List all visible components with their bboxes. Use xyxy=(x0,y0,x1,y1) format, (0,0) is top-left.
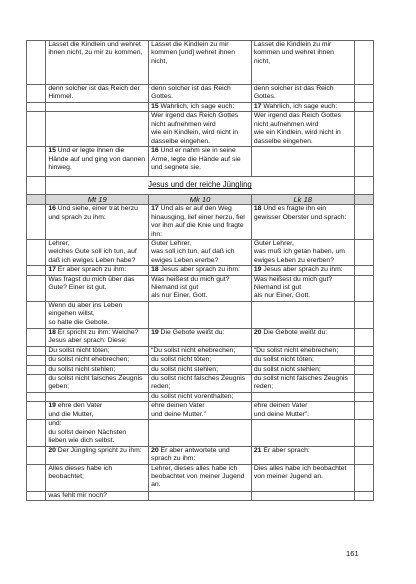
verse-text: Lasset die Kindlein zu mir kommen und wehret ihnen nicht, xyxy=(253,41,334,65)
table-row xyxy=(27,356,374,365)
verse-cell xyxy=(251,346,354,355)
verse-text: Wahrlich, ich sage euch: xyxy=(160,103,235,110)
verse-text: du sollst nicht ehebrechen; xyxy=(48,356,130,364)
verse-text: Wahrlich, ich sage euch: xyxy=(263,103,338,110)
side-cell xyxy=(354,205,373,240)
verse-cell xyxy=(251,375,354,393)
verse-cell xyxy=(149,85,252,103)
verse-cell xyxy=(149,346,252,355)
verse-text: Er aber antwortete und sprach zu ihm: xyxy=(151,446,230,463)
table-row xyxy=(27,346,374,355)
table-row xyxy=(27,375,374,393)
verse-cell xyxy=(46,147,149,177)
table-row xyxy=(27,393,374,402)
parallel-gospel-page xyxy=(26,40,374,501)
verse-text: du sollst nicht töten; xyxy=(253,356,314,364)
column-header: Mt 19 xyxy=(46,194,149,205)
verse-cell xyxy=(149,328,252,346)
table-row xyxy=(27,275,374,301)
verse-text: Er aber sprach zu ihm: xyxy=(57,266,127,274)
verse-cell xyxy=(46,205,149,240)
side-cell xyxy=(27,328,46,346)
side-cell xyxy=(354,491,373,500)
side-cell xyxy=(27,266,46,275)
verse-cell xyxy=(46,446,149,464)
table-row xyxy=(27,85,374,103)
verse-cell xyxy=(149,365,252,374)
table-row xyxy=(27,301,374,328)
side-cell xyxy=(27,420,46,446)
verse-cell xyxy=(251,147,354,177)
verse-cell xyxy=(251,112,354,147)
table-row xyxy=(27,147,374,177)
verse-cell xyxy=(46,301,149,328)
verse-cell xyxy=(251,328,354,346)
verse-cell xyxy=(251,103,354,112)
table-row xyxy=(27,41,374,85)
verse-text: “Du sollst nicht ehebrechen; xyxy=(151,346,236,354)
verse-cell xyxy=(149,112,252,147)
verse-number: 15 xyxy=(151,103,159,110)
verse-text: Wer irgend das Reich Gottes nicht aufnehmen wird wie ein Kindlein, wird nicht in dasselbe eingehen. xyxy=(253,112,342,145)
page-number: 161 xyxy=(346,549,359,558)
verse-text: Die Gebote weißt du: xyxy=(263,328,328,336)
verse-cell xyxy=(149,491,252,500)
table-row xyxy=(27,402,374,420)
verse-cell xyxy=(46,239,149,265)
verse-number: 21 xyxy=(253,446,262,454)
verse-text: was fehlt mir noch? xyxy=(48,491,107,499)
side-cell xyxy=(354,365,373,374)
side-cell xyxy=(354,266,373,275)
side-cell xyxy=(354,194,373,205)
verse-number: 17 xyxy=(151,205,159,213)
column-header: Lk 18 xyxy=(251,194,354,205)
verse-cell xyxy=(149,464,252,491)
verse-text: du sollst nicht stehlen; xyxy=(253,365,321,373)
verse-text: du sollst nicht töten; xyxy=(151,356,212,364)
side-cell xyxy=(354,328,373,346)
verse-cell xyxy=(46,266,149,275)
verse-text: Du sollst nicht töten; xyxy=(48,346,110,354)
verse-number: 20 xyxy=(253,328,262,336)
side-cell xyxy=(27,346,46,355)
side-cell xyxy=(27,41,46,85)
side-cell xyxy=(27,464,46,491)
side-cell xyxy=(354,446,373,464)
verse-text: Er aber sprach: xyxy=(263,446,310,454)
verse-cell xyxy=(251,464,354,491)
verse-number: 17 xyxy=(253,103,262,110)
side-cell xyxy=(354,85,373,103)
verse-number: 16 xyxy=(151,147,159,155)
verse-cell xyxy=(251,301,354,328)
side-cell xyxy=(354,103,373,112)
verse-cell xyxy=(46,328,149,346)
side-cell xyxy=(27,85,46,103)
verse-text: du sollst nicht vorenthalten; xyxy=(151,393,234,400)
verse-cell xyxy=(251,356,354,365)
verse-text: Alles dieses habe ich beobachtet; xyxy=(48,464,113,481)
verse-cell xyxy=(251,85,354,103)
verse-number: 18 xyxy=(151,266,159,274)
verse-cell xyxy=(251,41,354,85)
verse-cell xyxy=(149,239,252,265)
side-cell xyxy=(27,446,46,464)
table-row xyxy=(27,446,374,464)
side-cell xyxy=(27,239,46,265)
verse-cell xyxy=(149,266,252,275)
verse-cell xyxy=(251,275,354,301)
table-row xyxy=(27,491,374,500)
side-cell xyxy=(354,112,373,147)
verse-cell xyxy=(46,491,149,500)
side-cell xyxy=(354,464,373,491)
side-cell xyxy=(354,239,373,265)
side-cell xyxy=(27,365,46,374)
table-row xyxy=(27,205,374,240)
table-body xyxy=(27,41,374,501)
verse-text: Wer irgend das Reich Gottes nicht aufnehmen wird wie ein Kindlein, wird nicht in dasselbe eingehen. xyxy=(151,112,239,145)
table-row xyxy=(27,420,374,446)
verse-text: Was fragst du mich über das Gute? Einer ist gut. xyxy=(48,275,135,291)
verse-cell xyxy=(251,446,354,464)
verse-number: 15 xyxy=(48,147,56,155)
verse-text: Lasset die Kindlein zu mir kommen [und] wehret ihnen nicht, xyxy=(151,41,235,65)
verse-text: Der Jüngling spricht zu ihm: xyxy=(57,446,142,454)
side-cell xyxy=(354,346,373,355)
verse-text: Lasset die Kindlein und wehret ihnen nicht, zu mir zu kommen, xyxy=(48,41,143,57)
verse-text: Guter Lehrer, was soll ich tun, auf daß ich ewiges Leben ererbe? xyxy=(151,239,235,264)
side-cell xyxy=(27,112,46,147)
verse-cell xyxy=(46,356,149,365)
side-cell xyxy=(354,41,373,85)
verse-text: Jesus aber sprach zu ihm: xyxy=(263,266,343,274)
verse-cell xyxy=(149,103,252,112)
verse-cell xyxy=(46,420,149,446)
section-title: Jesus und der reiche Jüngling xyxy=(46,177,354,194)
column-header: Mk 10 xyxy=(149,194,252,205)
verse-cell xyxy=(149,275,252,301)
verse-text: du sollst nicht falsches Zeugnis geben; xyxy=(48,375,143,391)
side-cell xyxy=(27,205,46,240)
verse-cell xyxy=(251,205,354,240)
verse-cell xyxy=(149,375,252,393)
verse-text: Was heißest du mich gut? Niemand ist gut als nur Einer, Gott. xyxy=(253,275,333,300)
verse-cell xyxy=(149,356,252,365)
verse-text: Und als er auf den Weg hinausging, lief einer herzu, fiel vor ihm auf die Knie und fragte ihn: xyxy=(151,205,245,238)
verse-cell xyxy=(251,402,354,420)
table-row xyxy=(27,365,374,374)
verse-cell xyxy=(149,393,252,402)
table-row xyxy=(27,266,374,275)
verse-text: Und er legte ihnen die Hände auf und ging von dannen hinweg. xyxy=(48,147,146,172)
side-cell xyxy=(27,356,46,365)
verse-number: 16 xyxy=(48,205,56,213)
verse-cell xyxy=(46,41,149,85)
verse-text: Lehrer, dieses alles habe ich beobachtet von meiner Jugend an. xyxy=(151,464,245,489)
verse-cell xyxy=(149,205,252,240)
side-cell xyxy=(27,301,46,328)
side-cell xyxy=(354,375,373,393)
verse-cell xyxy=(46,85,149,103)
verse-text: ehre deinen Vater und deine Mutter.” xyxy=(151,402,206,418)
side-cell xyxy=(354,301,373,328)
gospel-synopsis-table xyxy=(26,40,374,501)
verse-cell xyxy=(46,112,149,147)
side-cell xyxy=(354,402,373,420)
verse-text: denn solcher ist das Reich Gottes. xyxy=(151,85,231,101)
verse-cell xyxy=(46,464,149,491)
verse-text: ehre den Vater und die Mutter, xyxy=(48,402,103,418)
side-cell xyxy=(354,177,373,194)
verse-cell xyxy=(149,147,252,177)
side-cell xyxy=(27,375,46,393)
verse-cell xyxy=(149,41,252,85)
verse-cell xyxy=(251,491,354,500)
verse-cell xyxy=(251,239,354,265)
side-cell xyxy=(27,177,46,194)
verse-cell xyxy=(251,365,354,374)
header-row xyxy=(27,194,374,205)
verse-text: Guter Lehrer, was muß ich getan haben, um ewiges Leben zu ererben? xyxy=(253,239,345,264)
table-row xyxy=(27,464,374,491)
side-cell xyxy=(27,103,46,112)
table-row xyxy=(27,328,374,346)
verse-text: denn solcher ist das Reich Gottes. xyxy=(253,85,334,101)
side-cell xyxy=(354,420,373,446)
verse-cell xyxy=(251,266,354,275)
verse-number: 19 xyxy=(253,266,262,274)
verse-cell xyxy=(46,375,149,393)
verse-text: du sollst nicht stehlen; xyxy=(151,365,218,373)
side-cell xyxy=(354,393,373,402)
verse-text: Die Gebote weißt du: xyxy=(160,328,225,336)
side-cell xyxy=(27,275,46,301)
verse-text: du sollst nicht falsches Zeugnis reden; xyxy=(151,375,246,391)
verse-cell xyxy=(251,393,354,402)
verse-number: 19 xyxy=(151,328,159,336)
verse-cell xyxy=(149,446,252,464)
verse-text: Und siehe, einer trat herzu und sprach zu ihm: xyxy=(48,205,138,221)
verse-text: Und er nahm sie in seine Arme, legte die Hände auf sie und segnete sie. xyxy=(151,147,241,172)
side-cell xyxy=(354,356,373,365)
verse-text: Jesus aber sprach zu ihm: xyxy=(160,266,240,274)
verse-text: Und es fragte ihn ein gewisser Oberster und sprach: xyxy=(253,205,347,221)
verse-number: 18 xyxy=(253,205,262,213)
side-cell xyxy=(27,194,46,205)
verse-cell xyxy=(149,402,252,420)
side-cell xyxy=(27,393,46,402)
verse-text: ehre deinen Vater und deine Mutter”. xyxy=(253,402,310,418)
verse-number: 20 xyxy=(48,446,56,454)
side-cell xyxy=(354,275,373,301)
verse-text: Dies alles habe ich beobachtet von meiner Jugend an. xyxy=(253,464,347,481)
side-cell xyxy=(27,147,46,177)
verse-text: denn solcher ist das Reich der Himmel. xyxy=(48,85,140,101)
side-cell xyxy=(354,147,373,177)
verse-cell xyxy=(46,346,149,355)
table-row xyxy=(27,112,374,147)
verse-number: 20 xyxy=(151,446,159,454)
side-cell xyxy=(27,491,46,500)
verse-cell xyxy=(46,393,149,402)
verse-text: Er spricht zu ihm: Welche? Jesus aber sprach: Diese: xyxy=(48,328,139,345)
verse-text: Wenn du aber ins Leben eingehen willst, so halte die Gebote. xyxy=(48,301,123,326)
verse-text: und: du sollst deinen Nächsten lieben wie dich selbst. xyxy=(48,420,127,445)
verse-cell xyxy=(46,365,149,374)
verse-text: Lehrer, welches Gute soll ich tun, auf daß ich ewiges Leben habe? xyxy=(48,239,137,264)
side-cell xyxy=(27,402,46,420)
verse-cell xyxy=(149,301,252,328)
verse-number: 19 xyxy=(48,402,56,410)
verse-cell xyxy=(46,275,149,301)
verse-text: du sollst nicht falsches Zeugnis reden; xyxy=(253,375,348,391)
verse-cell xyxy=(251,420,354,446)
verse-text: du sollst nicht stehlen; xyxy=(48,365,116,373)
verse-cell xyxy=(46,402,149,420)
table-row xyxy=(27,239,374,265)
verse-number: 17 xyxy=(48,266,56,274)
verse-cell xyxy=(149,420,252,446)
verse-number: 18 xyxy=(48,328,56,336)
verse-cell xyxy=(46,103,149,112)
verse-text: “Du sollst nicht ehebrechen; xyxy=(253,346,339,354)
section-row xyxy=(27,177,374,194)
verse-text: Was heißest du mich gut? Niemand ist gut als nur Einer, Gott. xyxy=(151,275,230,300)
table-row xyxy=(27,103,374,112)
